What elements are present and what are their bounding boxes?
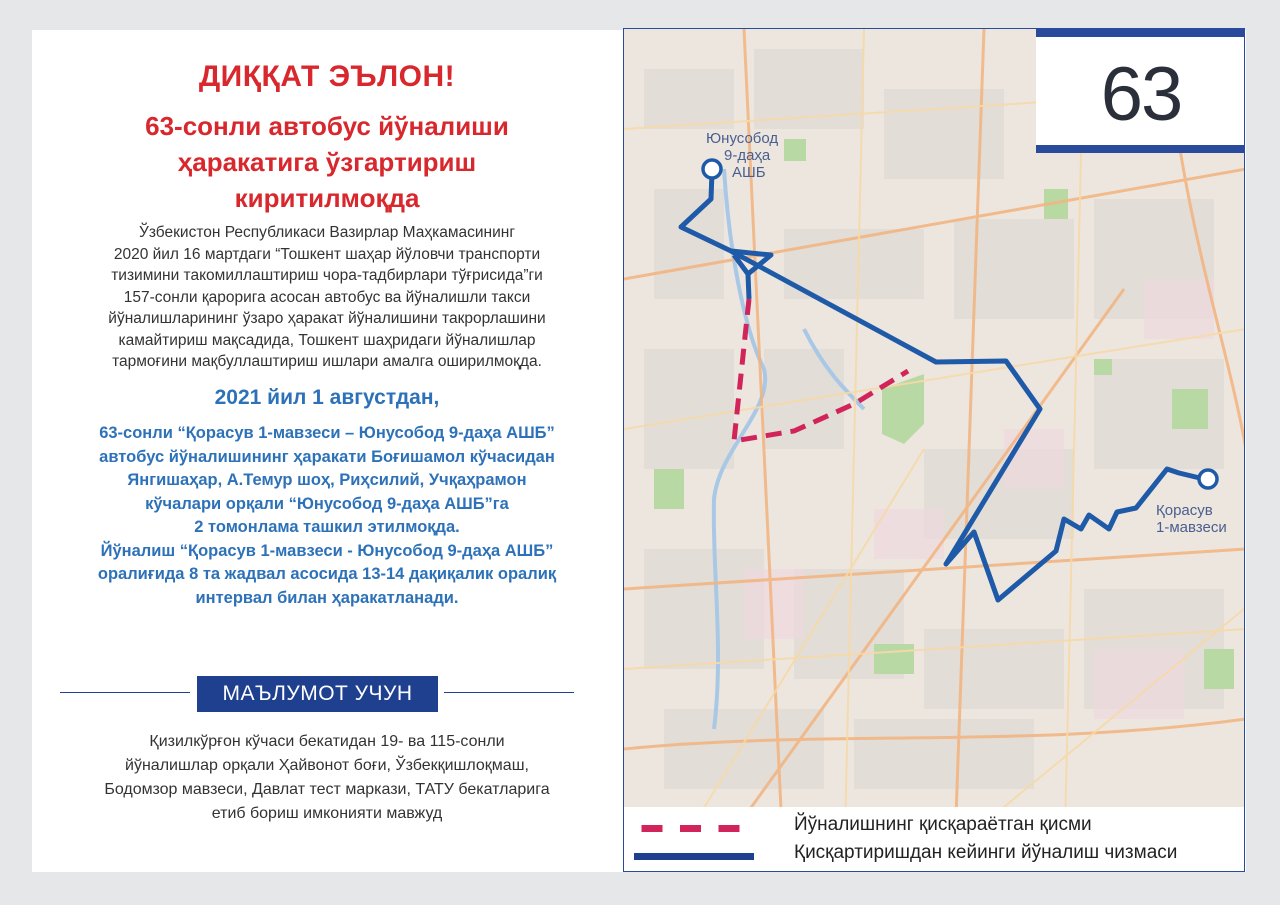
intro-line: тармоғини мақбуллаштириш ишлари амалга оширилмоқда. [112, 353, 542, 370]
intro-line: камайтириш мақсадида, Тошкент шаҳридаги йўналишлар [118, 331, 536, 349]
change-line: 63-сонли “Қорасув 1-мавзеси – Юнусобод 9-даҳа АШБ” [99, 424, 555, 442]
headline [72, 108, 582, 216]
route-number: 63 [1100, 52, 1182, 137]
stop-label-north-3: АШБ [732, 164, 766, 181]
alert-title: ДИҚҚАТ ЭЪЛОН! [198, 60, 456, 93]
legend-solid-swatch [634, 853, 754, 860]
divider-right [444, 692, 574, 693]
info-line: етиб бориш имконияти мавжуд [211, 805, 443, 822]
change-line: Йўналиш “Қорасув 1-мавзеси - Юнусобод 9-даҳа АШБ” [100, 541, 554, 560]
intro-line: 2020 йил 16 мартдаги “Тошкент шаҳар йўловчи транспорти [113, 245, 541, 263]
intro-line: 157-сонли қарорига асосан автобус ва йўналишли такси [123, 288, 531, 306]
stop-label-east-1: Қорасув [1156, 502, 1213, 519]
legend-dashed-swatch [634, 825, 754, 832]
route-change-details [42, 422, 612, 610]
info-text [82, 730, 572, 826]
change-line: Янгишаҳар, А.Темур шоҳ, Риҳсилий, Учқаҳрамон [127, 471, 527, 489]
intro-line: Ўзбекистон Республикаси Вазирлар Маҳкамасининг [139, 224, 515, 241]
legend-row-new [634, 839, 1234, 869]
change-line: автобус йўналишининг ҳаракати Боғишамол кўчасидан [99, 447, 555, 466]
stop-label-north-2: 9-даҳа [724, 147, 771, 164]
info-line: Бодомзор мавзеси, Давлат тест маркази, ТАТУ бекатларига [104, 781, 550, 798]
map-legend [624, 807, 1244, 871]
info-badge: МАЪЛУМОТ УЧУН [197, 676, 438, 712]
change-line: интервал билан ҳаракатланади. [195, 588, 459, 607]
divider-left [60, 692, 190, 693]
stop-yunusobod-marker [703, 160, 721, 178]
route-map [623, 28, 1245, 872]
stop-label-east-2: 1-мавзеси [1156, 519, 1227, 536]
headline-line: ҳаракатига ўзгартириш [177, 147, 477, 177]
announcement-text [32, 30, 622, 872]
headline-line: киритилмоқда [234, 183, 420, 213]
headline-line: 63-сонли автобус йўналиши [145, 111, 509, 141]
info-line: Қизилкўрғон кўчаси бекатидан 19- ва 115-сонли [149, 733, 505, 750]
stop-qorasuv-marker [1199, 470, 1217, 488]
change-line: оралиғида 8 та жадвал асосида 13-14 дақиқалик оралиқ [97, 565, 557, 583]
intro-line: тизимини такомиллаштириш чора-тадбирлари тўғрисида”ги [111, 267, 543, 284]
change-line: 2 томонлама ташкил этилмоқда. [194, 518, 460, 536]
legend-label-removed: Йўналишнинг қисқараётган қисми [794, 814, 1092, 835]
effective-date: 2021 йил 1 августдан, [214, 386, 440, 409]
route-number-box [1036, 29, 1245, 153]
legend-label-new: Қисқартиришдан кейинги йўналиш чизмаси [794, 842, 1178, 863]
info-line: йўналишлар орқали Ҳайвонот боғи, Ўзбекқишлоқмаш, [125, 757, 529, 774]
legend-row-removed [634, 811, 1234, 841]
intro-line: йўналишларининг ўзаро ҳаракат йўналишини такрорлашини [108, 310, 546, 327]
change-line: кўчалари орқали “Юнусобод 9-даҳа АШБ”га [145, 494, 509, 513]
intro-paragraph [72, 222, 582, 373]
map-canvas [624, 29, 1245, 872]
stop-label-north-1: Юнусобод [706, 130, 779, 147]
